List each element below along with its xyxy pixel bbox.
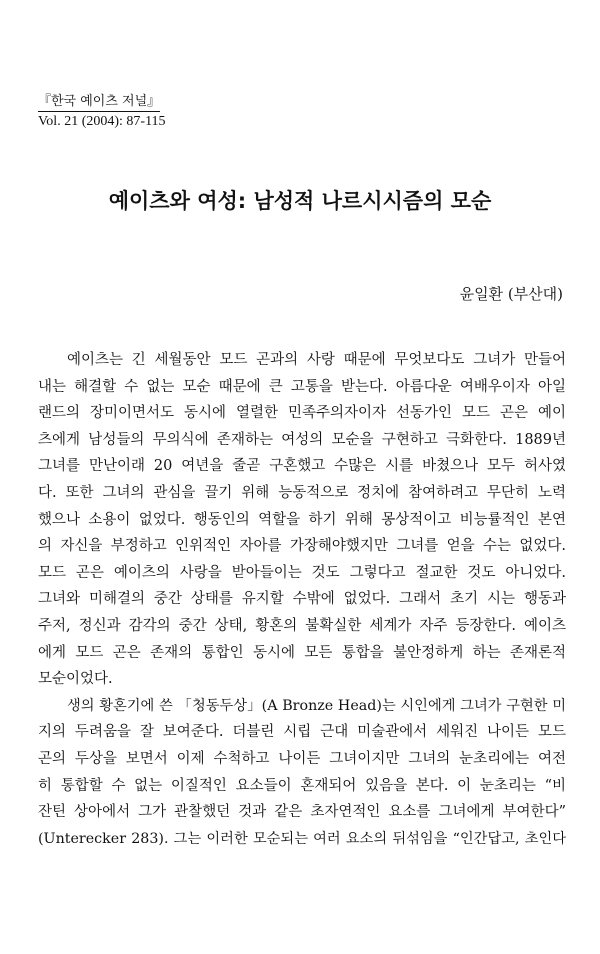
text-line: 했으나 소용이 없었다. 행동인의 역할을 하기 위해 몽상적이고 비능률적인 본연	[38, 511, 566, 528]
article-body	[38, 347, 566, 852]
text-line: (Unterecker 283). 그는 이러한 모순되는 여러 요소의 뒤섞임을 “인간답고, 초인다	[38, 830, 566, 847]
article-title: 예이츠와 여성: 남성적 나르시시즘의 모순	[108, 189, 492, 213]
paragraph-2	[38, 693, 566, 853]
text-line: 랜드의 장미이면서도 동시에 열렬한 민족주의자이자 선동가인 모드 곤은 예이	[38, 405, 566, 422]
text-line: 그녀와 미해결의 중간 상태를 유지할 수밖에 없었다. 그래서 초기 시는 행동과	[38, 591, 566, 608]
text-line: 예이츠는 긴 세월동안 모드 곤과의 사랑 때문에 무엇보다도 그녀가 만들어	[67, 352, 566, 368]
text-line: 다. 또한 그녀의 관심을 끌기 위해 능동적으로 정치에 참여하려고 무단히 노력	[38, 484, 566, 501]
text-line: 주저, 정신과 감각의 중간 상태, 황혼의 불확실한 세계가 자주 등장한다. 예이츠	[38, 617, 566, 634]
text-line: 내는 해결할 수 없는 모순 때문에 큰 고통을 받는다. 아름다운 여배우이자 아일	[38, 378, 566, 395]
journal-name: 『한국 예이츠 저널』	[38, 94, 160, 112]
volume-info: Vol. 21 (2004): 87-115	[38, 114, 166, 129]
text-line: 생의 황혼기에 쓴 「청동두상」(A Bronze Head)는 시인에게 그녀가 구현한 미	[67, 697, 566, 714]
text-line: 지의 두려움을 잘 보여준다. 더블린 시립 근대 미술관에서 세워진 나이든 모드	[38, 724, 566, 741]
text-line: 그녀를 만난이래 20 여년을 줄곧 구혼했고 수많은 시를 바쳤으나 모두 허사였	[38, 458, 566, 475]
text-line: 의 자신을 부정하고 인위적인 자아를 가장해야했지만 그녀를 얻을 수는 없었다.	[38, 538, 566, 555]
text-line: 모순이었다.	[38, 671, 113, 688]
text-line: 잔틴 상아에서 그가 관찰했던 것과 같은 초자연적인 요소를 그녀에게 부여한다”	[38, 804, 566, 821]
text-line: 곤의 두상을 보면서 이제 수척하고 나이든 그녀이지만 그녀의 눈초리에는 여전	[38, 750, 566, 767]
paragraph-1	[38, 347, 566, 693]
running-header	[38, 94, 166, 130]
text-line: 츠에게 남성들의 무의식에 존재하는 여성의 모순을 구현하고 극화한다. 1889년	[38, 431, 566, 448]
text-line: 모드 곤은 예이츠의 사랑을 받아들이는 것도 그렇다고 절교한 것도 아니었다.	[38, 564, 566, 581]
text-line: 에게 모드 곤은 존재의 통합인 동시에 모든 통합을 불안정하게 하는 존재론적	[38, 644, 566, 661]
author-affiliation: 윤일환 (부산대)	[459, 285, 563, 303]
text-line: 히 통합할 수 없는 이질적인 요소들이 혼재되어 있음을 본다. 이 눈초리는 “비	[38, 777, 566, 794]
